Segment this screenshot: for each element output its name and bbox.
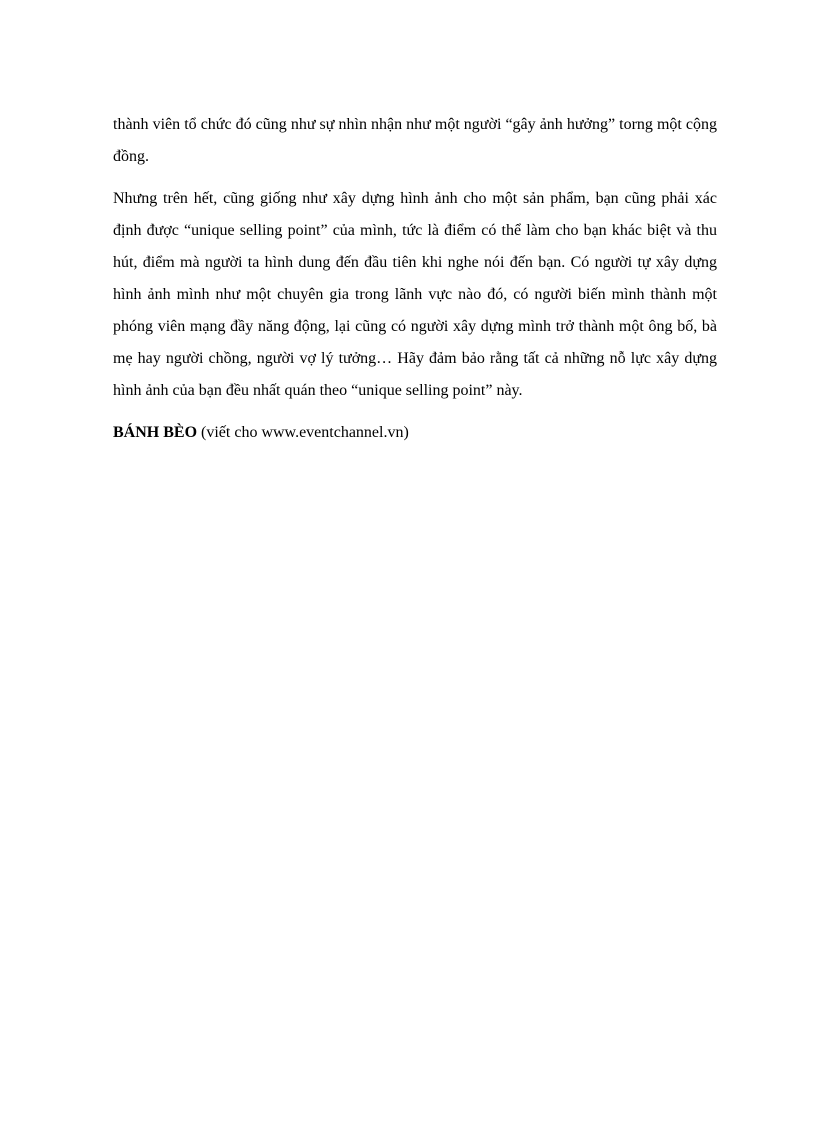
paragraph: thành viên tổ chức đó cũng như sự nhìn nhận như một người “gây ảnh hưởng” torng một cộng đồng. xyxy=(113,116,717,165)
paragraph: Nhưng trên hết, cũng giống như xây dựng hình ảnh cho một sản phẩm, bạn cũng phải xác định được “unique selling point” của mình, tức là điểm có thể làm cho bạn khác biệt và thu hút, điểm mà người ta hình dung đến đầu tiên khi nghe nói đến bạn. Có người tự xây dựng hình ảnh mình như một chuyên gia trong lãnh vực nào đó, có người biến mình thành một phóng viên mạng đầy năng động, lại cũng có người xây dựng mình trở thành một ông bố, bà mẹ hay người chồng, người vợ lý tưởng… Hãy đảm bảo rằng tất cả những nỗ lực xây dựng hình ảnh của bạn đều nhất quán theo “unique selling point” này. xyxy=(113,190,717,399)
document-body xyxy=(113,109,717,449)
byline-note: (viết cho www.eventchannel.vn) xyxy=(201,424,409,441)
author-name: BÁNH BÈO xyxy=(113,424,198,441)
byline xyxy=(113,417,717,449)
